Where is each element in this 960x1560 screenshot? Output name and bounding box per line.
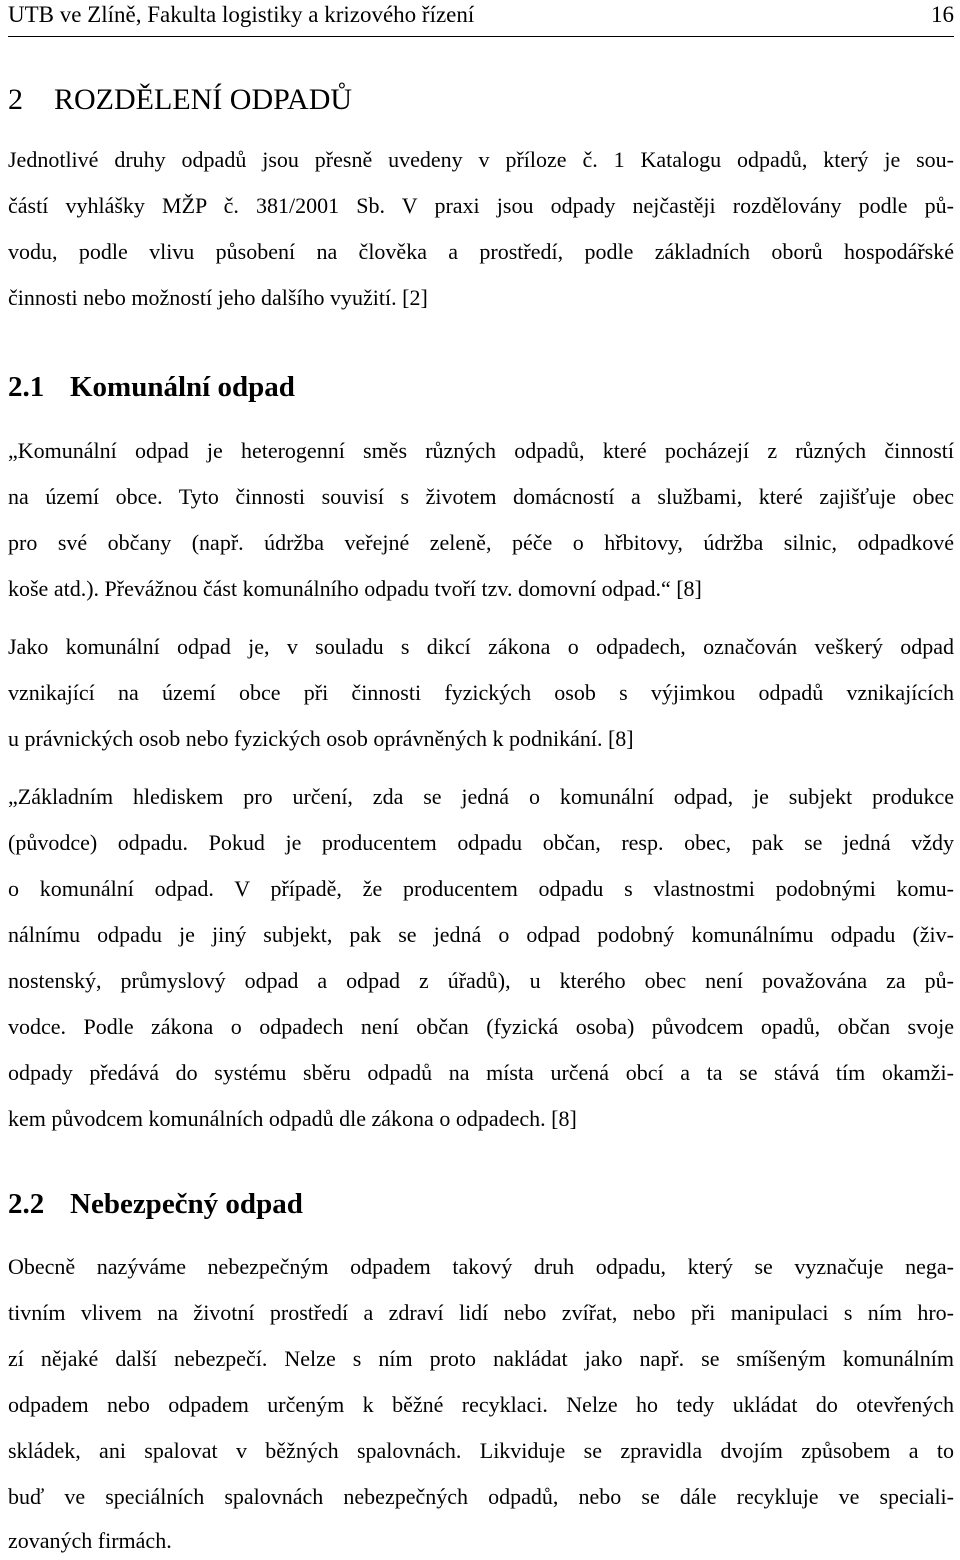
section-number: 2.1 [8, 371, 45, 403]
section-1-line: „Komunální odpad je heterogenní směs různých odpadů, které pocházejí z různých činností [8, 438, 954, 463]
section-number: 2.2 [8, 1188, 45, 1220]
section-1-line: koše atd.). Převážnou část komunálního odpadu tvoří tzv. domovní odpad.“ [8] [8, 576, 702, 601]
intro-line: vodu, podle vlivu působení na člověka a prostředí, podle základních oborů hospodářské [8, 239, 954, 264]
header-title: UTB ve Zlíně, Fakulta logistiky a krizového řízení [8, 2, 475, 27]
section-2-line: buď ve speciálních spalovnách nebezpečných odpadů, nebo se dále recykluje ve speciali- [8, 1484, 954, 1509]
section-heading-2-2 [8, 1184, 303, 1224]
section-2-line: zovaných firmách. [8, 1528, 172, 1553]
section-1-line: Jako komunální odpad je, v souladu s dikcí zákona o odpadech, označován veškerý odpad [8, 634, 954, 659]
section-1-line: vodce. Podle zákona o odpadech není občan (fyzická osoba) původcem opadů, občan svoje [8, 1014, 954, 1039]
section-1-line: odpady předává do systému sběru odpadů na místa určená obcí a ta se stává tím okamži- [8, 1060, 954, 1085]
section-heading-2-1 [8, 367, 295, 407]
intro-line: činnosti nebo možností jeho dalšího využití. [2] [8, 285, 428, 310]
section-1-line: kem původcem komunálních odpadů dle zákona o odpadech. [8] [8, 1106, 577, 1131]
section-1-line: „Základním hlediskem pro určení, zda se jedná o komunální odpad, je subjekt produkce [8, 784, 954, 809]
section-1-line: nostenský, průmyslový odpad a odpad z úřadů), u kterého obec není považována za pů- [8, 968, 954, 993]
section-1-line: pro své občany (např. údržba veřejné zeleně, péče o hřbitovy, údržba silnic, odpadkové [8, 530, 954, 555]
chapter-title: ROZDĚLENÍ ODPADŮ [54, 83, 353, 116]
section-2-line: Obecně nazýváme nebezpečným odpadem takový druh odpadu, který se vyznačuje nega- [8, 1254, 954, 1279]
section-1-line: na území obce. Tyto činnosti souvisí s životem domácností a službami, které zajišťuje obec [8, 484, 954, 509]
section-title: Komunální odpad [70, 371, 295, 403]
section-1-line: (původce) odpadu. Pokud je producentem odpadu občan, resp. obec, pak se jedná vždy [8, 830, 954, 855]
section-2-line: zí nějaké další nebezpečí. Nelze s ním proto nakládat jako např. se smíšeným komunálním [8, 1346, 954, 1371]
chapter-heading [8, 80, 352, 120]
chapter-number: 2 [8, 83, 23, 116]
section-2-line: odpadem nebo odpadem určeným k běžné recyklaci. Nelze ho tedy ukládat do otevřených [8, 1392, 954, 1417]
section-1-line: nálnímu odpadu je jiný subjekt, pak se jedná o odpad podobný komunálnímu odpadu (živ- [8, 922, 954, 947]
section-1-line: vznikající na území obce při činnosti fyzických osob s výjimkou odpadů vznikajících [8, 680, 954, 705]
intro-line: částí vyhlášky MŽP č. 381/2001 Sb. V praxi jsou odpady nejčastěji rozdělovány podle pů- [8, 193, 954, 218]
section-2-line: tivním vlivem na životní prostředí a zdraví lidí nebo zvířat, nebo při manipulaci s ním hro- [8, 1300, 954, 1325]
intro-line: Jednotlivé druhy odpadů jsou přesně uvedeny v příloze č. 1 Katalogu odpadů, který je sou- [8, 147, 954, 172]
section-title: Nebezpečný odpad [70, 1188, 303, 1220]
section-1-line: o komunální odpad. V případě, že producentem odpadu s vlastnostmi podobnými komu- [8, 876, 954, 901]
section-1-line: u právnických osob nebo fyzických osob oprávněných k podnikání. [8] [8, 726, 634, 751]
page-number: 16 [931, 2, 954, 27]
running-header [8, 0, 954, 37]
section-2-line: skládek, ani spalovat v běžných spalovnách. Likviduje se zpravidla dvojím způsobem a to [8, 1438, 954, 1463]
